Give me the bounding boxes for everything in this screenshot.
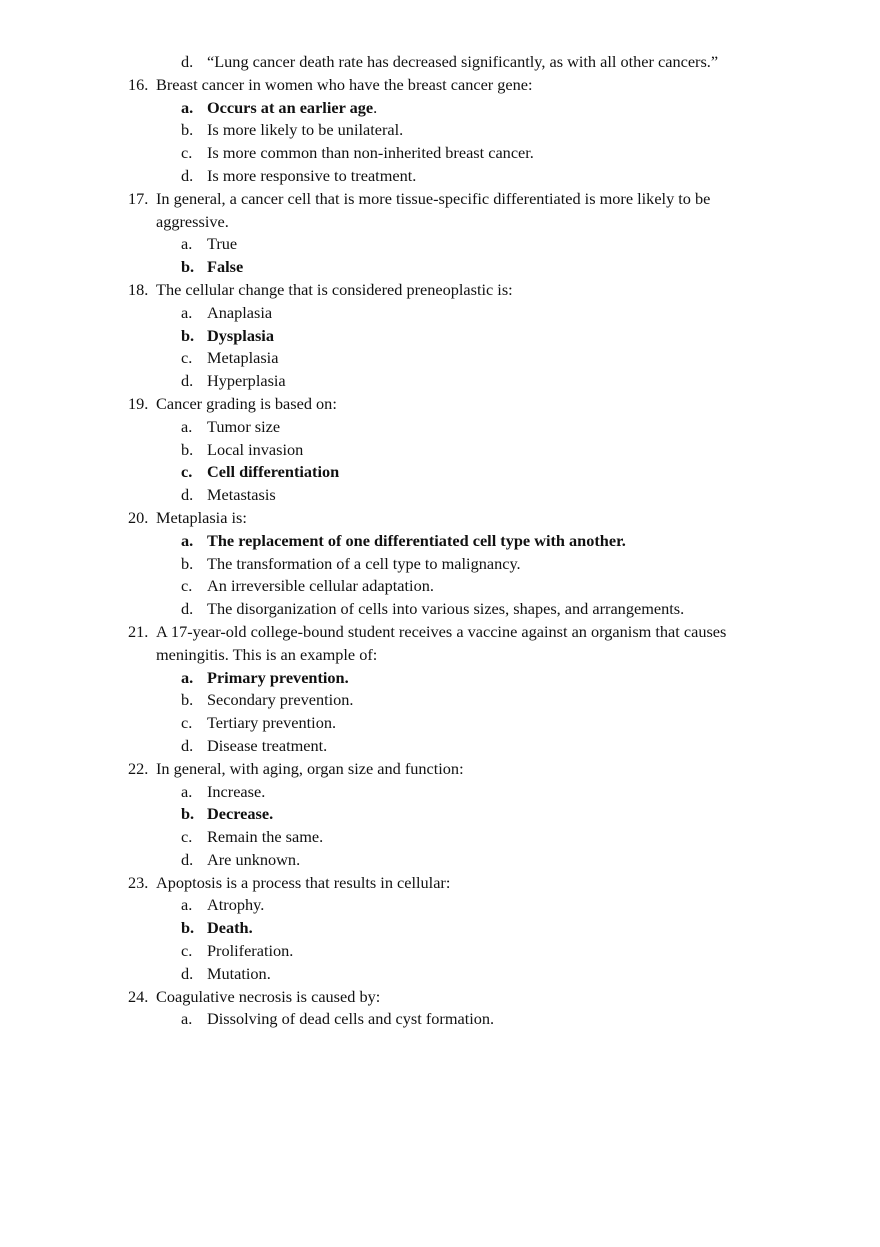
option-letter: d. (181, 963, 194, 983)
option-letter: d. (181, 599, 194, 619)
answer-option-correct (128, 803, 768, 826)
question-text: The cellular change that is considered preneoplastic is: (156, 279, 513, 299)
question-number: 21. (128, 621, 149, 641)
option-letter: b. (181, 257, 195, 277)
answer-option (128, 142, 768, 165)
option-letter: d. (181, 165, 194, 185)
option-letter: c. (181, 713, 193, 733)
option-letter: d. (181, 52, 194, 71)
option-letter: a. (181, 302, 193, 322)
option-text: Hyperplasia (207, 371, 286, 391)
answer-option (128, 370, 768, 393)
option-tail: . (373, 97, 378, 117)
option-text: Death. (207, 918, 253, 938)
answer-option (128, 940, 768, 963)
question (128, 188, 764, 234)
answer-option (128, 826, 768, 849)
answer-option (128, 302, 768, 325)
option-text: Mutation. (207, 963, 271, 983)
answer-option (128, 51, 768, 74)
option-letter: a. (181, 530, 194, 550)
answer-option (128, 416, 768, 439)
option-letter: c. (181, 348, 193, 368)
question-text: In general, with aging, organ size and function: (156, 758, 464, 778)
option-text: Dissolving of dead cells and cyst formation. (207, 1009, 495, 1029)
answer-option (128, 894, 768, 917)
question (128, 758, 764, 781)
option-letter: d. (181, 849, 194, 869)
option-text: Atrophy. (207, 895, 265, 915)
option-text: The disorganization of cells into various sizes, shapes, and arrangements. (207, 599, 685, 619)
answer-option-correct (128, 667, 768, 690)
option-text: Disease treatment. (207, 735, 328, 755)
answer-option-correct (128, 917, 768, 940)
answer-option-correct (128, 256, 768, 279)
answer-option (128, 553, 768, 576)
answer-option (128, 233, 768, 256)
answer-option (128, 484, 768, 507)
question-number: 19. (128, 393, 149, 413)
answer-option (128, 165, 768, 188)
question (128, 74, 764, 97)
option-text: Dysplasia (207, 325, 274, 345)
question-text: Metaplasia is: (156, 507, 247, 527)
answer-option (128, 781, 768, 804)
question (128, 872, 764, 895)
option-letter: b. (181, 120, 194, 140)
question-text: A 17-year-old college-bound student receives a vaccine against an organism that causes meningitis. This is an example of: (156, 621, 727, 664)
answer-option (128, 119, 768, 142)
question (128, 393, 764, 416)
option-text: Is more common than non-inherited breast cancer. (207, 143, 534, 163)
option-text: Occurs at an earlier age (207, 97, 374, 117)
answer-option (128, 347, 768, 370)
answer-option (128, 598, 768, 621)
option-letter: a. (181, 895, 193, 915)
option-text: An irreversible cellular adaptation. (207, 576, 434, 596)
question-text: Coagulative necrosis is caused by: (156, 986, 381, 1006)
option-text: Metaplasia (207, 348, 279, 368)
option-letter: d. (181, 371, 194, 391)
option-text: “Lung cancer death rate has decreased significantly, as with all other cancers.” (207, 52, 719, 71)
option-text: Cell differentiation (207, 462, 340, 482)
option-letter: c. (181, 576, 193, 596)
question-number: 23. (128, 872, 149, 892)
question-number: 24. (128, 986, 149, 1006)
question (128, 986, 764, 1009)
option-letter: b. (181, 439, 194, 459)
answer-option-correct (128, 461, 768, 484)
question-number: 22. (128, 758, 149, 778)
question-number: 20. (128, 507, 149, 527)
option-letter: c. (181, 827, 193, 847)
option-letter: b. (181, 553, 194, 573)
option-letter: a. (181, 97, 194, 117)
option-letter: a. (181, 416, 193, 436)
question-number: 16. (128, 74, 149, 94)
option-text: Is more responsive to treatment. (207, 165, 417, 185)
option-text: The transformation of a cell type to malignancy. (207, 553, 521, 573)
question-text: Apoptosis is a process that results in cellular: (156, 872, 451, 892)
option-letter: b. (181, 690, 194, 710)
question-text: Cancer grading is based on: (156, 393, 337, 413)
option-letter: c. (181, 143, 193, 163)
option-text: Local invasion (207, 439, 304, 459)
option-text: True (207, 234, 238, 254)
option-letter: c. (181, 462, 193, 482)
option-text: Secondary prevention. (207, 690, 354, 710)
option-text: Increase. (207, 781, 266, 801)
question (128, 279, 764, 302)
answer-option (128, 575, 768, 598)
answer-option (128, 1008, 768, 1031)
option-letter: a. (181, 781, 193, 801)
option-text: Is more likely to be unilateral. (207, 120, 404, 140)
option-letter: a. (181, 667, 194, 687)
answer-option (128, 689, 768, 712)
option-letter: d. (181, 735, 194, 755)
option-text: False (207, 257, 244, 277)
answer-option (128, 849, 768, 872)
answer-option (128, 712, 768, 735)
answer-option (128, 439, 768, 462)
question-number: 18. (128, 279, 149, 299)
option-letter: a. (181, 1009, 193, 1029)
answer-option-correct (128, 97, 768, 120)
option-text: Are unknown. (207, 849, 301, 869)
question (128, 621, 764, 667)
answer-option-correct (128, 325, 768, 348)
option-text: Tumor size (207, 416, 281, 436)
option-text: Remain the same. (207, 827, 324, 847)
option-letter: c. (181, 941, 193, 961)
option-text: Primary prevention. (207, 667, 349, 687)
answer-option (128, 735, 768, 758)
question-text: In general, a cancer cell that is more tissue-specific differentiated is more likely to be aggressive. (156, 188, 711, 231)
option-text: Decrease. (207, 804, 274, 824)
option-text: Metastasis (207, 485, 276, 505)
question-number: 17. (128, 188, 149, 208)
question (128, 507, 764, 530)
quiz-document (128, 51, 768, 1031)
option-letter: a. (181, 234, 193, 254)
option-text: Tertiary prevention. (207, 713, 337, 733)
answer-option (128, 963, 768, 986)
option-letter: b. (181, 325, 195, 345)
option-text: Anaplasia (207, 302, 273, 322)
answer-option-correct (128, 530, 768, 553)
option-letter: b. (181, 804, 195, 824)
question-text: Breast cancer in women who have the breast cancer gene: (156, 74, 533, 94)
option-letter: b. (181, 918, 195, 938)
option-text: The replacement of one differentiated cell type with another. (207, 530, 626, 550)
option-text: Proliferation. (207, 941, 294, 961)
option-letter: d. (181, 485, 194, 505)
